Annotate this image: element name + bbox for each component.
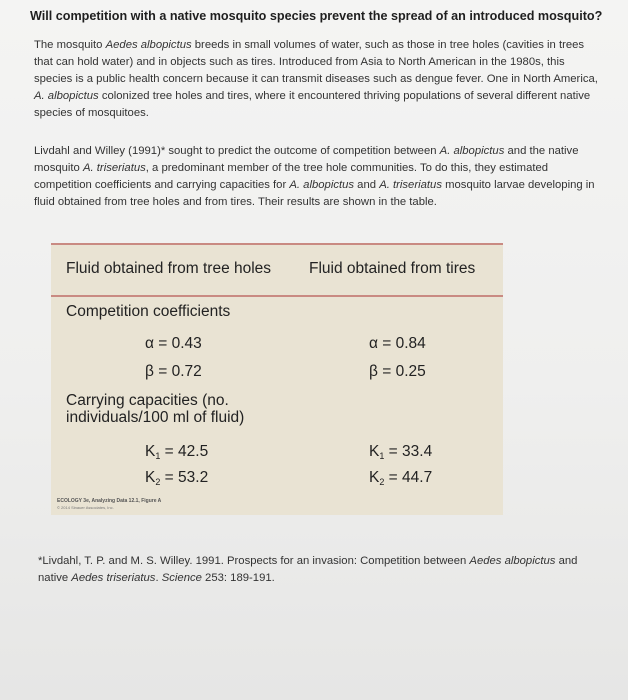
- text-span: breeds in small volumes of water, such as those in tree holes (cavities in trees that can hold water) and in objects such as tires. Introduced from Asia to North American in the 1980s, this species is a public health concern because it can transmit diseases such as dengue fever. One in North America,: [34, 39, 598, 85]
- k-number: = 53.2: [160, 469, 209, 486]
- species-name: A. albopictus: [34, 90, 99, 102]
- tree-alpha-value: α = 0.43: [145, 335, 202, 352]
- tires-k1-value: [369, 443, 432, 461]
- section-competition-coefficients: Competition coefficients: [66, 303, 231, 320]
- text-span: .: [155, 572, 162, 584]
- results-table: [51, 243, 503, 515]
- species-name: A. albopictus: [439, 145, 505, 157]
- text-span: , a predominant member of the tree hole communities. To do this, they estimated competition coefficients and carrying capacities for: [34, 162, 549, 191]
- species-name: A. triseriatus: [379, 179, 442, 191]
- text-span: and the native mosquito: [34, 145, 579, 174]
- species-name: A. albopictus: [289, 179, 355, 191]
- species-name: Aedes triseriatus: [71, 572, 156, 584]
- text-span: and native: [38, 555, 578, 584]
- k-label: K: [369, 469, 380, 486]
- header-divider: [51, 295, 503, 297]
- k-subscript: 1: [379, 451, 385, 461]
- text-span: mosquito larvae developing in fluid obtained from tree holes and from tires. Their results are shown in the table.: [34, 179, 595, 208]
- text-span: The mosquito: [34, 39, 106, 51]
- species-name: Aedes albopictus: [469, 555, 556, 567]
- section-line: individuals/100 ml of fluid): [66, 409, 245, 426]
- tree-k1-value: [145, 443, 208, 461]
- text-span: colonized tree holes and tires, where it encountered thriving populations of several different native species of mosquitoes.: [34, 90, 591, 119]
- section-line: Carrying capacities (no.: [66, 392, 229, 409]
- intro-paragraph: [34, 37, 606, 122]
- tires-beta-value: β = 0.25: [369, 363, 426, 380]
- journal-name: Science: [161, 572, 202, 584]
- citation-footnote: [38, 553, 598, 587]
- species-name: A. triseriatus: [82, 162, 146, 174]
- question-heading: Will competition with a native mosquito species prevent the spread of an introduced mosquito?: [30, 9, 603, 23]
- text-span: Livdahl and Willey (1991)* sought to predict the outcome of competition between: [34, 145, 440, 157]
- tires-alpha-value: α = 0.84: [369, 335, 426, 352]
- column-header-tires: Fluid obtained from tires: [309, 260, 476, 277]
- tree-beta-value: β = 0.72: [145, 363, 202, 380]
- k-label: K: [369, 443, 380, 460]
- section-carrying-capacities: [66, 392, 244, 426]
- k-label: K: [145, 443, 156, 460]
- text-span: 253: 189-191.: [201, 572, 275, 584]
- k-number: = 44.7: [384, 469, 433, 486]
- k-subscript: 1: [155, 451, 161, 461]
- figure-credit: ECOLOGY 3e, Analyzing Data 12.1, Figure A: [57, 498, 162, 504]
- text-span: *Livdahl, T. P. and M. S. Willey. 1991. Prospects for an invasion: Competition between: [38, 555, 470, 567]
- k-number: = 42.5: [160, 443, 209, 460]
- species-name: Aedes albopictus: [105, 39, 192, 51]
- tires-k2-value: [369, 469, 432, 487]
- k-number: = 33.4: [384, 443, 433, 460]
- tree-k2-value: [145, 469, 208, 487]
- copyright-credit: © 2014 Sinauer Associates, Inc.: [57, 505, 114, 510]
- text-span: and: [354, 179, 380, 191]
- column-header-tree-holes: Fluid obtained from tree holes: [66, 260, 272, 277]
- k-label: K: [145, 469, 156, 486]
- study-paragraph: [34, 143, 606, 211]
- k-subscript: 2: [379, 477, 385, 487]
- k-subscript: 2: [155, 477, 161, 487]
